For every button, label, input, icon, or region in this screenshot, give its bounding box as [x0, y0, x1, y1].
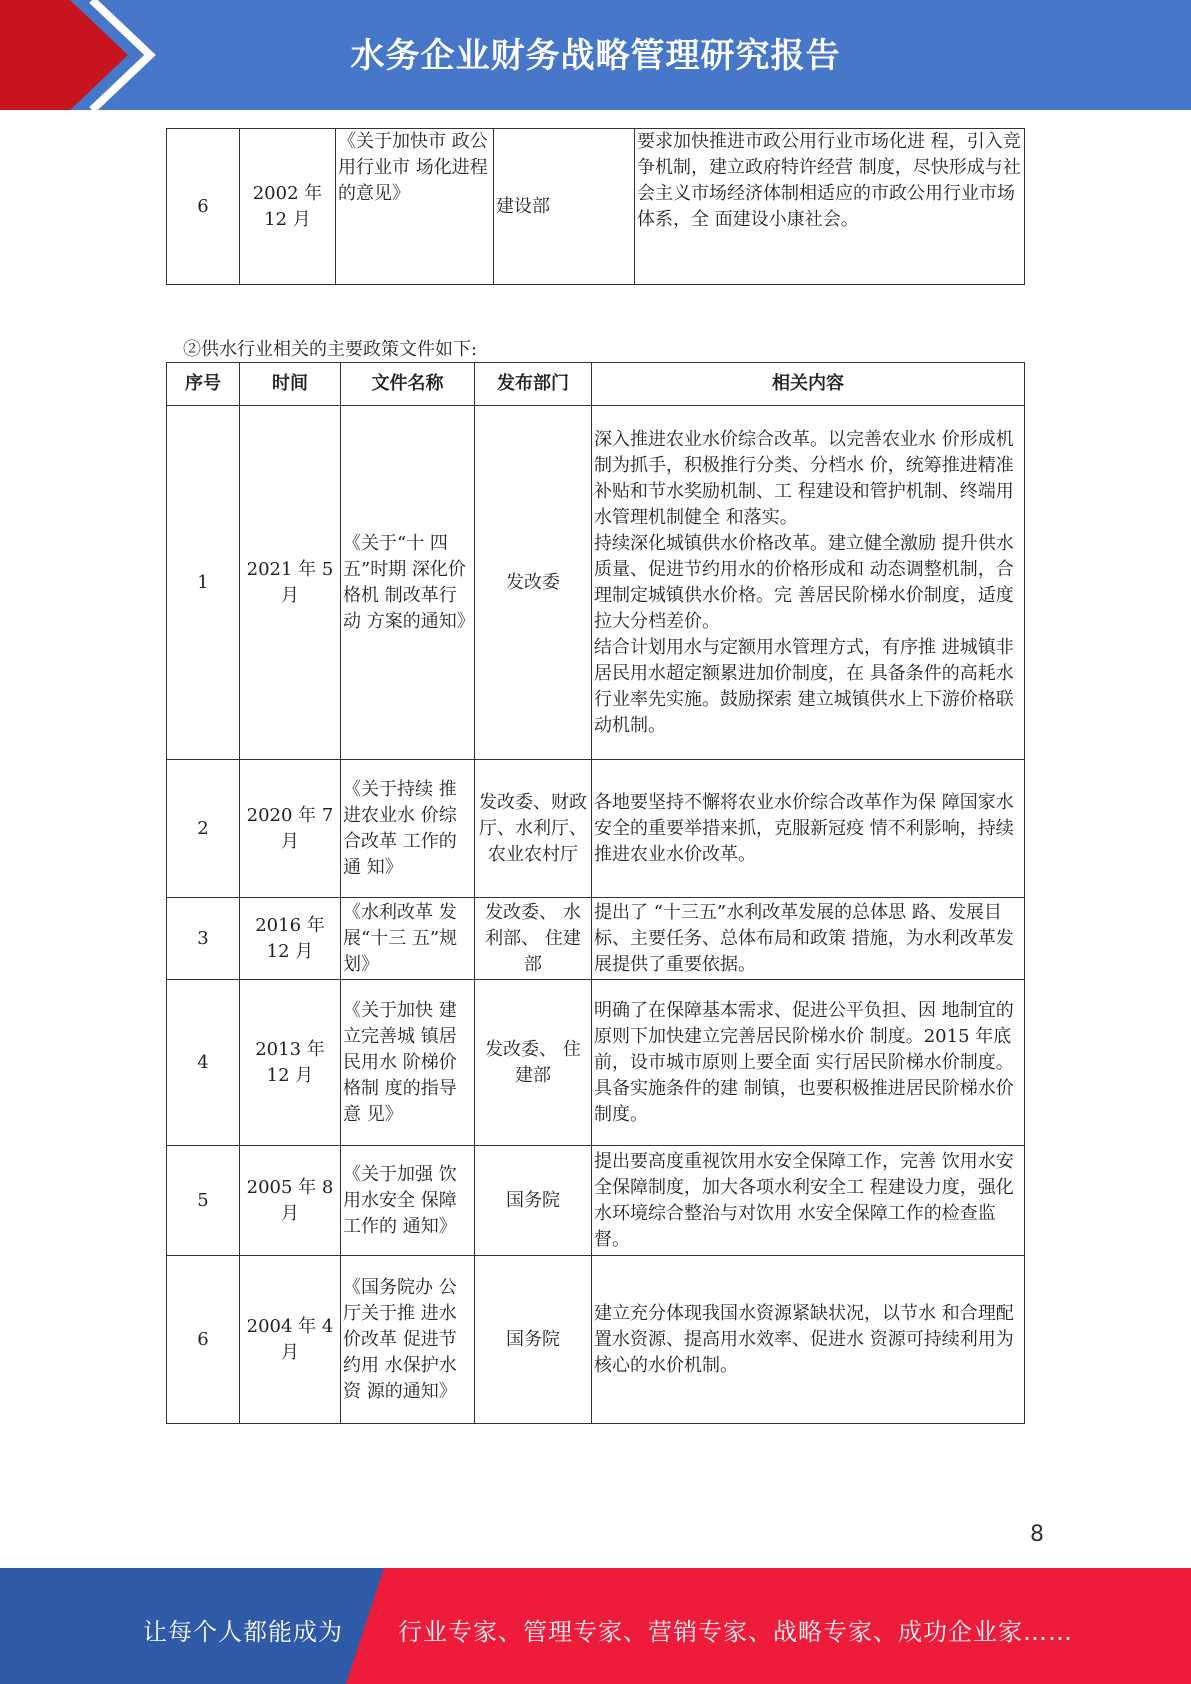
row-number: 4	[167, 980, 240, 1146]
row-time: 2002 年 12 月	[240, 129, 336, 285]
page-header	[0, 0, 1191, 110]
row-number: 2	[167, 760, 240, 898]
row-document: 《关于“十 四五”时期 深化价格机 制改革行动 方案的通知》	[341, 406, 475, 760]
row-number: 5	[167, 1146, 240, 1256]
content-paragraph: 结合计划用水与定额用水管理方式，有序推 进城镇非居民用水超定额累进加价制度，在 具备条件的高耗水行业率先实施。鼓励探索 建立城镇供水上下游价格联动机制。	[594, 636, 1014, 736]
row-number: 3	[167, 898, 240, 980]
row-document: 《关于加快 建立完善城 镇居民用水 阶梯价格制 度的指导意 见》	[341, 980, 475, 1146]
header-time: 时间	[240, 363, 341, 406]
row-document: 《关于持续 推进农业水 价综合改革 工作的通 知》	[341, 760, 475, 898]
table-row	[167, 760, 1025, 898]
row-content: 各地要坚持不懈将农业水价综合改革作为保 障国家水安全的重要举措来抓，克服新冠疫 情不利影响，持续推进农业水价改革。	[592, 760, 1025, 898]
header-title: 水务企业财务战略管理研究报告	[350, 36, 841, 76]
row-department: 国务院	[475, 1256, 592, 1424]
row-time: 2004 年 4 月	[240, 1256, 341, 1424]
row-time: 2020 年 7 月	[240, 760, 341, 898]
table-header-row	[167, 363, 1025, 406]
content-paragraph: 深入推进农业水价综合改革。以完善农业水 价形成机制为抓手，积极推行分类、分档水 价，统筹推进精准补贴和节水奖励机制、工 程建设和管护机制、终端用水管理机制健全 和落实。	[594, 428, 1014, 528]
row-time: 2016 年 12 月	[240, 898, 341, 980]
table-row	[167, 129, 1025, 285]
table-row	[167, 406, 1025, 760]
content-paragraph: 持续深化城镇供水价格改革。建立健全激励 提升供水质量、促进节约用水的价格形成和 动态调整机制，合理制定城镇供水价格。完 善居民阶梯水价制度，适度拉大分档差价。	[594, 532, 1014, 632]
row-department: 发改委、财政厅、水利厅、农业农村厅	[475, 760, 592, 898]
row-department: 发改委、 水利部、 住建部	[475, 898, 592, 980]
table-row	[167, 1256, 1025, 1424]
row-number: 1	[167, 406, 240, 760]
row-content: 要求加快推进市政公用行业市场化进 程，引入竞争机制，建立政府特许经营 制度，尽快形成与社会主义市场经济体制相适应的市政公用行业市场体系，全 面建设小康社会。	[635, 129, 1025, 285]
row-department: 发改委	[475, 406, 592, 760]
row-document: 《关于加强 饮用水安全 保障工作的 通知》	[341, 1146, 475, 1256]
footer-slogan-left: 让每个人都能成为	[143, 1618, 343, 1646]
page-number: 8	[1030, 1522, 1044, 1547]
row-department: 发改委、 住建部	[475, 980, 592, 1146]
row-content: 建立充分体现我国水资源紧缺状况，以节水 和合理配置水资源、提高用水效率、促进水 资源可持续利用为核心的水价机制。	[592, 1256, 1025, 1424]
footer-slogan-right: 行业专家、管理专家、营销专家、战略专家、成功企业家……	[398, 1618, 1073, 1646]
row-time: 2021 年 5 月	[240, 406, 341, 760]
row-number: 6	[167, 1256, 240, 1424]
policy-table	[166, 362, 1025, 1424]
table-row	[167, 898, 1025, 980]
table-caption: ②供水行业相关的主要政策文件如下:	[183, 339, 478, 360]
row-content	[592, 406, 1025, 760]
table-row	[167, 1146, 1025, 1256]
row-department: 建设部	[494, 129, 635, 285]
row-content: 提出了 “十三五”水利改革发展的总体思 路、发展目标、主要任务、总体布局和政策 措施，为水利改革发展提供了重要依据。	[592, 898, 1025, 980]
header-department: 发布部门	[475, 363, 592, 406]
page-footer	[0, 1568, 1191, 1684]
row-number: 6	[167, 129, 240, 285]
row-document: 《关于加快市 政公用行业市 场化进程的意见》	[336, 129, 494, 285]
row-department: 国务院	[475, 1146, 592, 1256]
header-number: 序号	[167, 363, 240, 406]
row-content: 提出要高度重视饮用水安全保障工作，完善 饮用水安全保障制度，加大各项水利安全工 程建设力度，强化水环境综合整治与对饮用 水安全保障工作的检查监督。	[592, 1146, 1025, 1256]
header-content: 相关内容	[592, 363, 1025, 406]
row-time: 2013 年 12 月	[240, 980, 341, 1146]
row-document: 《国务院办 公厅关于推 进水价改革 促进节约用 水保护水资 源的通知》	[341, 1256, 475, 1424]
row-time: 2005 年 8 月	[240, 1146, 341, 1256]
row-document: 《水利改革 发展“十三 五”规划》	[341, 898, 475, 980]
row-content: 明确了在保障基本需求、促进公平负担、因 地制宜的原则下加快建立完善居民阶梯水价 制度。2015 年底前，设市城市原则上要全面 实行居民阶梯水价制度。具备实施条件的建 制镇，也要积极推进居民阶梯水价制度。	[592, 980, 1025, 1146]
header-document: 文件名称	[341, 363, 475, 406]
top-continuation-table	[166, 128, 1025, 285]
table-row	[167, 980, 1025, 1146]
